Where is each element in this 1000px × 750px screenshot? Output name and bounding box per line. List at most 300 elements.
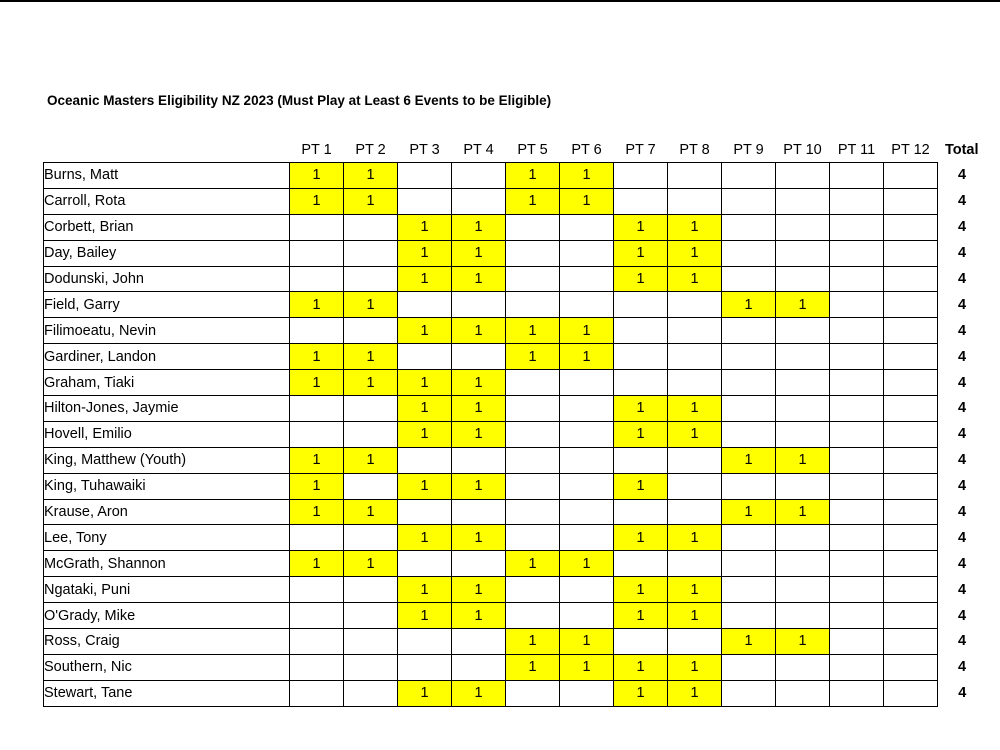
event-cell: 1: [614, 654, 668, 680]
event-cell: 1: [344, 163, 398, 189]
event-cell: [722, 266, 776, 292]
event-cell: [290, 266, 344, 292]
table-row: [44, 370, 987, 396]
total-cell: 4: [957, 271, 967, 287]
player-name-cell: Hilton-Jones, Jaymie: [44, 396, 290, 422]
event-cell: [614, 447, 668, 473]
table-row: [44, 447, 987, 473]
event-cell: [506, 240, 560, 266]
event-cell: [290, 214, 344, 240]
event-cell: [614, 370, 668, 396]
event-cell: 1: [452, 680, 506, 706]
event-cell: [290, 603, 344, 629]
event-cell: [560, 473, 614, 499]
table-row: [44, 603, 987, 629]
event-cell: [344, 266, 398, 292]
column-header-total: Total: [944, 142, 979, 159]
event-cell: [830, 163, 884, 189]
player-name-cell: King, Tuhawaiki: [44, 473, 290, 499]
event-cell: [290, 525, 344, 551]
event-cell: [722, 163, 776, 189]
event-cell: [884, 447, 938, 473]
total-cell: 4: [957, 219, 967, 236]
event-cell: 1: [722, 447, 776, 473]
event-cell: 1: [560, 163, 614, 189]
event-cell: [722, 188, 776, 214]
column-header-pt-3: PT 3: [409, 142, 440, 158]
event-cell: [614, 551, 668, 577]
event-cell: [722, 525, 776, 551]
event-cell: [668, 292, 722, 318]
event-cell: 1: [506, 629, 560, 655]
event-cell: [290, 421, 344, 447]
event-cell: [830, 292, 884, 318]
event-cell: [344, 629, 398, 655]
player-name-cell: Krause, Aron: [44, 499, 290, 525]
player-name-cell: Ross, Craig: [44, 629, 290, 655]
event-cell: [344, 525, 398, 551]
event-cell: [560, 447, 614, 473]
event-cell: 1: [344, 344, 398, 370]
event-cell: 1: [614, 240, 668, 266]
event-cell: 1: [776, 447, 830, 473]
event-cell: [884, 654, 938, 680]
event-cell: 1: [452, 214, 506, 240]
event-cell: 1: [344, 551, 398, 577]
event-cell: [884, 680, 938, 706]
event-cell: [344, 421, 398, 447]
event-cell: [722, 603, 776, 629]
top-border-line: [0, 0, 1000, 2]
event-cell: 1: [398, 266, 452, 292]
event-cell: [776, 473, 830, 499]
column-header-pt-10: PT 10: [783, 142, 822, 158]
event-cell: [830, 499, 884, 525]
event-cell: [884, 525, 938, 551]
player-name-cell: Filimoeatu, Nevin: [44, 318, 290, 344]
event-cell: 1: [668, 654, 722, 680]
event-cell: [668, 318, 722, 344]
event-cell: 1: [452, 577, 506, 603]
event-cell: [506, 577, 560, 603]
event-cell: 1: [614, 214, 668, 240]
event-cell: [560, 603, 614, 629]
player-name-cell: Field, Garry: [44, 292, 290, 318]
event-cell: [884, 577, 938, 603]
event-cell: [560, 525, 614, 551]
event-cell: 1: [776, 629, 830, 655]
event-cell: 1: [776, 499, 830, 525]
event-cell: [290, 629, 344, 655]
event-cell: [398, 292, 452, 318]
event-cell: 1: [452, 396, 506, 422]
event-cell: 1: [614, 396, 668, 422]
event-cell: [830, 654, 884, 680]
table-row: [44, 318, 987, 344]
event-cell: [776, 344, 830, 370]
table-body: [44, 163, 987, 707]
table-row: [44, 525, 987, 551]
column-header-pt-5: PT 5: [517, 142, 548, 158]
event-cell: [344, 318, 398, 344]
event-cell: [830, 525, 884, 551]
event-cell: 1: [290, 292, 344, 318]
event-cell: 1: [668, 214, 722, 240]
total-cell: 4: [957, 400, 967, 417]
total-cell: 4: [957, 322, 967, 339]
event-cell: [614, 318, 668, 344]
event-cell: [506, 525, 560, 551]
event-cell: [560, 292, 614, 318]
event-cell: [290, 577, 344, 603]
event-cell: [398, 551, 452, 577]
event-cell: 1: [344, 447, 398, 473]
event-cell: [722, 396, 776, 422]
total-cell: 4: [957, 478, 967, 495]
header-row: [44, 138, 987, 163]
event-cell: [884, 292, 938, 318]
player-name-cell: McGrath, Shannon: [44, 551, 290, 577]
event-cell: [452, 188, 506, 214]
event-cell: [776, 525, 830, 551]
event-cell: 1: [452, 603, 506, 629]
event-cell: [614, 292, 668, 318]
event-cell: [560, 240, 614, 266]
player-name-cell: Carroll, Rota: [44, 188, 290, 214]
event-cell: [830, 447, 884, 473]
event-cell: 1: [614, 680, 668, 706]
event-cell: [290, 654, 344, 680]
event-cell: [830, 577, 884, 603]
total-cell: 4: [957, 633, 967, 650]
event-cell: 1: [722, 499, 776, 525]
event-cell: [830, 680, 884, 706]
event-cell: [884, 421, 938, 447]
event-cell: [830, 344, 884, 370]
column-header-pt-7: PT 7: [625, 142, 656, 158]
event-cell: [830, 240, 884, 266]
event-cell: [776, 654, 830, 680]
event-cell: 1: [452, 473, 506, 499]
event-cell: [776, 214, 830, 240]
event-cell: [776, 680, 830, 706]
event-cell: [452, 551, 506, 577]
event-cell: 1: [398, 473, 452, 499]
player-name-cell: O'Grady, Mike: [44, 603, 290, 629]
event-cell: [722, 473, 776, 499]
event-cell: [398, 163, 452, 189]
event-cell: 1: [668, 421, 722, 447]
header-blank: [44, 138, 290, 163]
total-cell: 4: [958, 685, 967, 702]
event-cell: 1: [722, 629, 776, 655]
event-cell: 1: [398, 525, 452, 551]
event-cell: 1: [290, 551, 344, 577]
event-cell: [506, 680, 560, 706]
event-cell: [830, 370, 884, 396]
event-cell: 1: [614, 525, 668, 551]
event-cell: [722, 654, 776, 680]
event-cell: [722, 421, 776, 447]
event-cell: [830, 318, 884, 344]
event-cell: [830, 629, 884, 655]
event-cell: 1: [506, 344, 560, 370]
total-cell: 4: [957, 167, 967, 184]
event-cell: [290, 240, 344, 266]
event-cell: [506, 447, 560, 473]
table-row: [44, 629, 987, 655]
event-cell: 1: [614, 473, 668, 499]
event-cell: 1: [398, 577, 452, 603]
event-cell: [830, 473, 884, 499]
table-row: [44, 240, 987, 266]
event-cell: 1: [668, 266, 722, 292]
event-cell: [344, 603, 398, 629]
total-cell: 4: [957, 426, 967, 443]
event-cell: [722, 214, 776, 240]
event-cell: [668, 163, 722, 189]
event-cell: 1: [560, 551, 614, 577]
event-cell: [506, 499, 560, 525]
event-cell: 1: [776, 292, 830, 318]
event-cell: [668, 499, 722, 525]
event-cell: 1: [290, 163, 344, 189]
event-cell: [722, 577, 776, 603]
event-cell: 1: [398, 396, 452, 422]
event-cell: [668, 473, 722, 499]
player-name-cell: Day, Bailey: [44, 240, 290, 266]
event-cell: [884, 370, 938, 396]
player-name-cell: Lee, Tony: [44, 525, 290, 551]
table-row: [44, 163, 987, 189]
player-name-cell: Corbett, Brian: [44, 214, 290, 240]
table-row: [44, 396, 987, 422]
table-row: [44, 680, 987, 706]
event-cell: [776, 163, 830, 189]
event-cell: [398, 654, 452, 680]
event-cell: 1: [668, 525, 722, 551]
player-name-cell: Graham, Tiaki: [44, 370, 290, 396]
event-cell: [398, 499, 452, 525]
event-cell: [452, 499, 506, 525]
event-cell: [614, 163, 668, 189]
event-cell: [452, 447, 506, 473]
eligibility-table: [43, 138, 987, 707]
total-cell: 4: [957, 529, 967, 546]
event-cell: [506, 370, 560, 396]
event-cell: [884, 214, 938, 240]
event-cell: [344, 577, 398, 603]
event-cell: [830, 266, 884, 292]
event-cell: 1: [722, 292, 776, 318]
event-cell: [614, 499, 668, 525]
event-cell: [398, 629, 452, 655]
event-cell: [290, 680, 344, 706]
event-cell: [722, 680, 776, 706]
event-cell: 1: [452, 421, 506, 447]
event-cell: [452, 629, 506, 655]
event-cell: [776, 603, 830, 629]
event-cell: [506, 396, 560, 422]
event-cell: [830, 603, 884, 629]
column-header-pt-11: PT 11: [837, 142, 876, 158]
total-cell: 4: [957, 659, 967, 676]
event-cell: [506, 292, 560, 318]
column-header-pt-8: PT 8: [679, 142, 710, 158]
event-cell: [560, 499, 614, 525]
event-cell: [884, 629, 938, 655]
player-name-cell: Gardiner, Landon: [44, 344, 290, 370]
event-cell: [884, 551, 938, 577]
event-cell: 1: [290, 447, 344, 473]
event-cell: [344, 240, 398, 266]
table-row: [44, 188, 987, 214]
event-cell: 1: [398, 603, 452, 629]
event-cell: 1: [560, 629, 614, 655]
event-cell: 1: [398, 370, 452, 396]
event-cell: [884, 188, 938, 214]
event-cell: 1: [668, 396, 722, 422]
table-row: [44, 266, 987, 292]
event-cell: [830, 188, 884, 214]
event-cell: [722, 344, 776, 370]
total-cell: 4: [957, 296, 967, 313]
event-cell: [614, 188, 668, 214]
player-name-cell: Stewart, Tane: [44, 680, 290, 706]
event-cell: [290, 318, 344, 344]
event-cell: [884, 163, 938, 189]
event-cell: [776, 551, 830, 577]
event-cell: 1: [668, 577, 722, 603]
event-cell: [668, 447, 722, 473]
event-cell: [668, 370, 722, 396]
event-cell: [344, 396, 398, 422]
table-row: [44, 499, 987, 525]
event-cell: 1: [398, 318, 452, 344]
event-cell: [830, 421, 884, 447]
event-cell: [668, 551, 722, 577]
player-name-cell: Hovell, Emilio: [44, 421, 290, 447]
event-cell: [776, 188, 830, 214]
event-cell: 1: [290, 188, 344, 214]
event-cell: 1: [398, 240, 452, 266]
event-cell: 1: [398, 421, 452, 447]
table-row: [44, 577, 987, 603]
event-cell: 1: [614, 603, 668, 629]
event-cell: [722, 370, 776, 396]
event-cell: [668, 188, 722, 214]
event-cell: [614, 344, 668, 370]
event-cell: 1: [398, 214, 452, 240]
event-cell: 1: [668, 603, 722, 629]
table-row: [44, 344, 987, 370]
event-cell: [560, 577, 614, 603]
event-cell: [452, 344, 506, 370]
event-cell: [560, 396, 614, 422]
event-cell: 1: [614, 577, 668, 603]
event-cell: 1: [290, 473, 344, 499]
event-cell: 1: [560, 188, 614, 214]
event-cell: 1: [506, 551, 560, 577]
event-cell: 1: [452, 240, 506, 266]
event-cell: 1: [290, 370, 344, 396]
event-cell: [560, 421, 614, 447]
total-cell: 4: [957, 245, 967, 262]
total-cell: 4: [957, 504, 967, 521]
event-cell: [452, 163, 506, 189]
event-cell: 1: [344, 499, 398, 525]
event-cell: 1: [668, 240, 722, 266]
event-cell: [884, 318, 938, 344]
event-cell: 1: [506, 654, 560, 680]
event-cell: 1: [506, 318, 560, 344]
total-cell: 4: [957, 452, 967, 469]
event-cell: 1: [452, 525, 506, 551]
event-cell: [506, 266, 560, 292]
event-cell: [884, 240, 938, 266]
total-cell: 4: [957, 581, 967, 598]
event-cell: [560, 370, 614, 396]
player-name-cell: King, Matthew (Youth): [44, 447, 290, 473]
event-cell: [830, 396, 884, 422]
total-cell: 4: [957, 193, 967, 210]
table-row: [44, 214, 987, 240]
column-header-pt-2: PT 2: [355, 142, 386, 158]
total-cell: 4: [957, 348, 967, 365]
event-cell: [344, 680, 398, 706]
event-cell: [668, 344, 722, 370]
event-cell: [830, 214, 884, 240]
event-cell: [398, 344, 452, 370]
event-cell: [506, 603, 560, 629]
event-cell: 1: [398, 680, 452, 706]
column-header-pt-12: PT 12: [891, 142, 930, 158]
event-cell: 1: [344, 292, 398, 318]
event-cell: [506, 473, 560, 499]
event-cell: 1: [344, 188, 398, 214]
event-cell: [776, 421, 830, 447]
event-cell: [884, 473, 938, 499]
event-cell: 1: [290, 499, 344, 525]
event-cell: [668, 629, 722, 655]
event-cell: [614, 629, 668, 655]
event-cell: [776, 318, 830, 344]
total-cell: 4: [957, 607, 967, 624]
event-cell: [560, 680, 614, 706]
event-cell: 1: [614, 266, 668, 292]
event-cell: [722, 318, 776, 344]
event-cell: [776, 577, 830, 603]
event-cell: 1: [668, 680, 722, 706]
event-cell: 1: [506, 163, 560, 189]
event-cell: [884, 266, 938, 292]
column-header-pt-1: PT 1: [301, 142, 332, 158]
event-cell: [290, 396, 344, 422]
event-cell: [560, 214, 614, 240]
event-cell: [452, 292, 506, 318]
event-cell: 1: [614, 421, 668, 447]
player-name-cell: Dodunski, John: [44, 266, 290, 292]
event-cell: 1: [560, 318, 614, 344]
event-cell: [398, 188, 452, 214]
event-cell: 1: [452, 370, 506, 396]
player-name-cell: Southern, Nic: [44, 654, 290, 680]
sheet-title: Oceanic Masters Eligibility NZ 2023 (Must Play at Least 6 Events to be Eligible): [47, 93, 552, 108]
event-cell: [776, 396, 830, 422]
event-cell: [722, 551, 776, 577]
table-row: [44, 292, 987, 318]
event-cell: 1: [560, 344, 614, 370]
